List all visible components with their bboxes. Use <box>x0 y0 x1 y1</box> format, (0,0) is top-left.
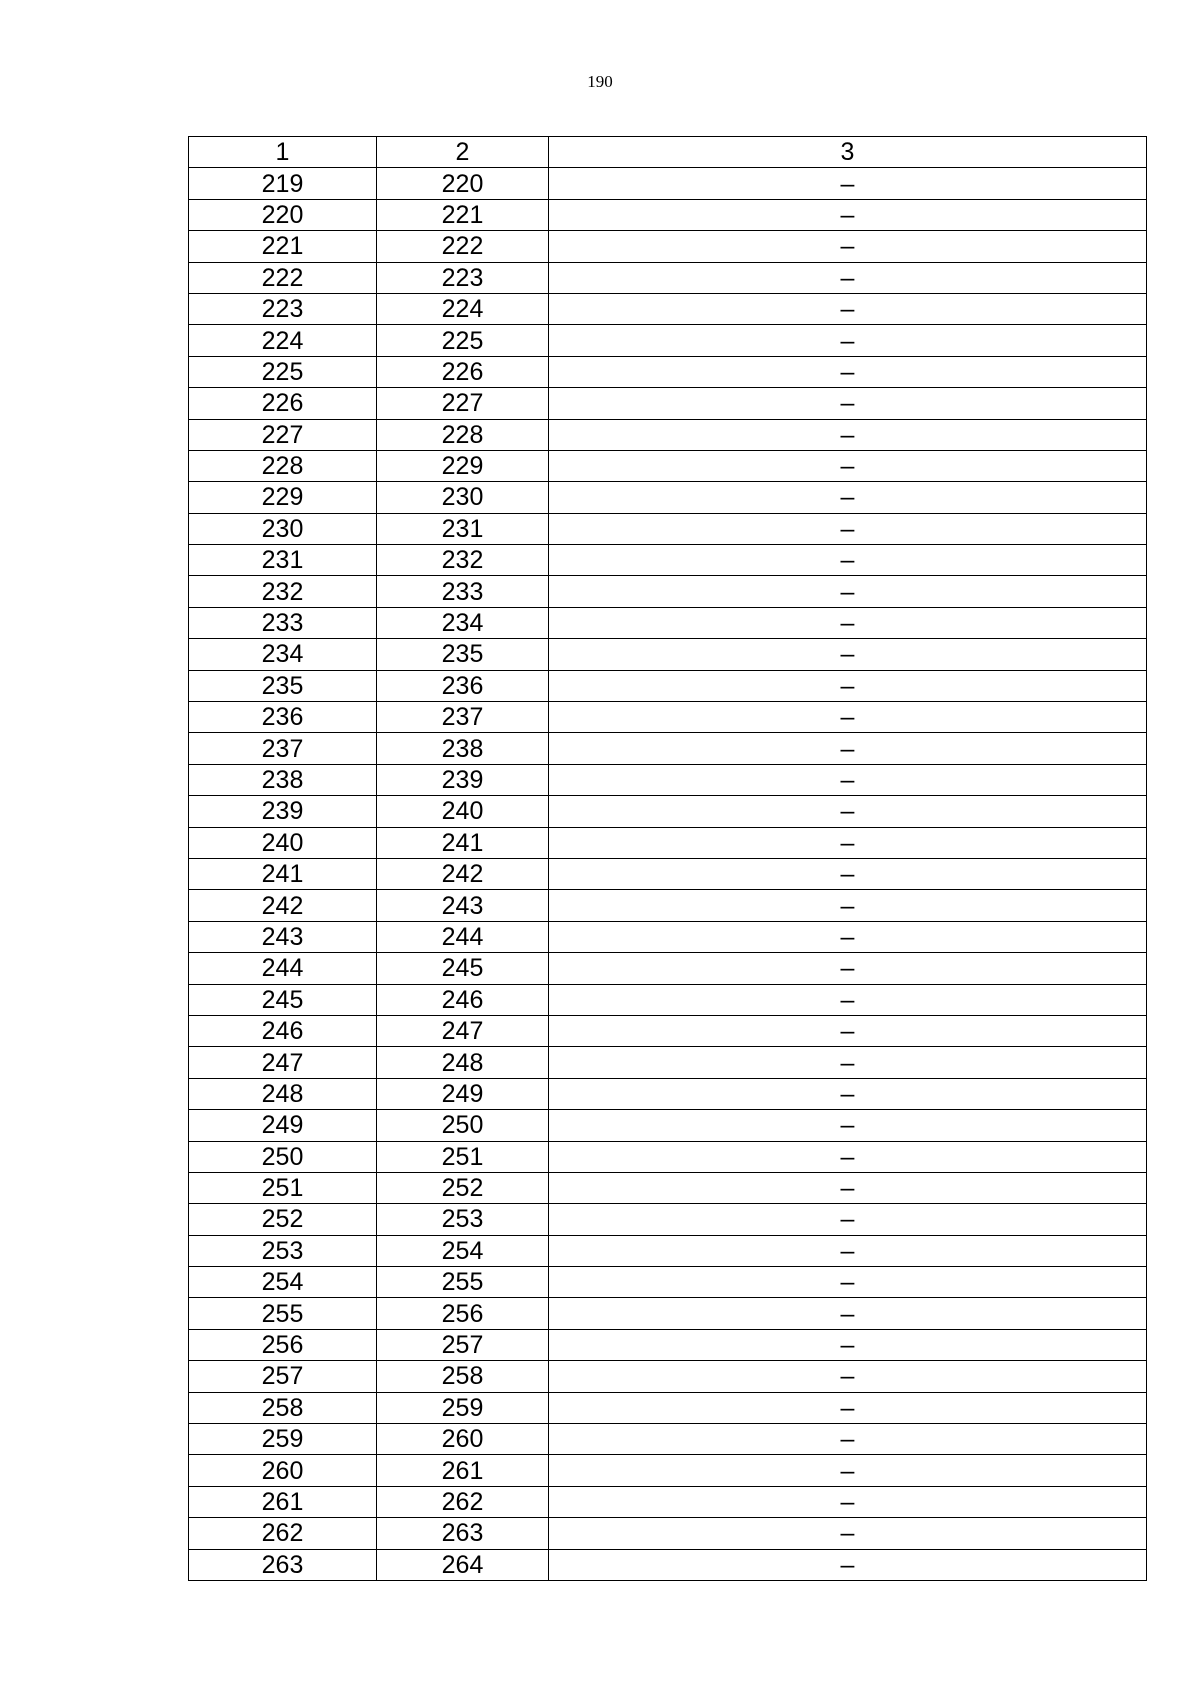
table-cell-col-1: 257 <box>189 1361 377 1392</box>
table-row <box>189 545 1147 576</box>
table-row <box>189 953 1147 984</box>
table-cell-col-2: 238 <box>377 733 549 764</box>
table-cell-col-2: 249 <box>377 1078 549 1109</box>
table-cell-col-3: – <box>549 858 1147 889</box>
table-row <box>189 1172 1147 1203</box>
table-cell-col-1: 225 <box>189 356 377 387</box>
header-cell-3: 3 <box>549 137 1147 168</box>
table-cell-col-1: 249 <box>189 1110 377 1141</box>
table-cell-col-2: 241 <box>377 827 549 858</box>
table-cell-col-2: 247 <box>377 1015 549 1046</box>
table-cell-col-2: 221 <box>377 199 549 230</box>
table-row <box>189 890 1147 921</box>
table-cell-col-1: 254 <box>189 1267 377 1298</box>
table-cell-col-3: – <box>549 1392 1147 1423</box>
table-cell-col-3: – <box>549 733 1147 764</box>
table-cell-col-3: – <box>549 262 1147 293</box>
table-cell-col-1: 248 <box>189 1078 377 1109</box>
table-cell-col-2: 248 <box>377 1047 549 1078</box>
table-cell-col-2: 227 <box>377 388 549 419</box>
table-row <box>189 1015 1147 1046</box>
table-cell-col-3: – <box>549 1172 1147 1203</box>
table-row <box>189 450 1147 481</box>
table-cell-col-1: 263 <box>189 1549 377 1580</box>
table-cell-col-2: 222 <box>377 231 549 262</box>
table-cell-col-1: 220 <box>189 199 377 230</box>
table-cell-col-2: 253 <box>377 1204 549 1235</box>
table-cell-col-2: 240 <box>377 796 549 827</box>
table-cell-col-3: – <box>549 1235 1147 1266</box>
table-cell-col-2: 239 <box>377 764 549 795</box>
table-row <box>189 293 1147 324</box>
table-cell-col-3: – <box>549 231 1147 262</box>
table-cell-col-3: – <box>549 513 1147 544</box>
table-row <box>189 827 1147 858</box>
table-row <box>189 607 1147 638</box>
table-cell-col-3: – <box>549 482 1147 513</box>
table-cell-col-2: 244 <box>377 921 549 952</box>
table-cell-col-2: 246 <box>377 984 549 1015</box>
table-cell-col-3: – <box>549 1141 1147 1172</box>
table-cell-col-1: 241 <box>189 858 377 889</box>
table-cell-col-1: 247 <box>189 1047 377 1078</box>
table-cell-col-2: 262 <box>377 1486 549 1517</box>
table-row <box>189 1235 1147 1266</box>
table-cell-col-2: 258 <box>377 1361 549 1392</box>
table-row <box>189 356 1147 387</box>
table-cell-col-3: – <box>549 1204 1147 1235</box>
table-cell-col-3: – <box>549 168 1147 199</box>
table-cell-col-3: – <box>549 607 1147 638</box>
table-cell-col-1: 258 <box>189 1392 377 1423</box>
table-header <box>189 137 1147 168</box>
table-row <box>189 1267 1147 1298</box>
table-cell-col-2: 231 <box>377 513 549 544</box>
table-cell-col-1: 259 <box>189 1424 377 1455</box>
table-row <box>189 419 1147 450</box>
table-cell-col-3: – <box>549 984 1147 1015</box>
table-cell-col-1: 226 <box>189 388 377 419</box>
table-cell-col-1: 260 <box>189 1455 377 1486</box>
table-cell-col-3: – <box>549 1361 1147 1392</box>
header-cell-1: 1 <box>189 137 377 168</box>
table-body <box>189 168 1147 1581</box>
table-cell-col-3: – <box>549 293 1147 324</box>
table-row <box>189 513 1147 544</box>
table-cell-col-1: 221 <box>189 231 377 262</box>
table-cell-col-2: 256 <box>377 1298 549 1329</box>
table-cell-col-3: – <box>549 764 1147 795</box>
table-cell-col-3: – <box>549 1455 1147 1486</box>
table-cell-col-3: – <box>549 827 1147 858</box>
table-cell-col-2: 228 <box>377 419 549 450</box>
table-row <box>189 1141 1147 1172</box>
table-cell-col-2: 263 <box>377 1518 549 1549</box>
table-cell-col-3: – <box>549 1549 1147 1580</box>
table-row <box>189 1110 1147 1141</box>
table-cell-col-2: 255 <box>377 1267 549 1298</box>
table-cell-col-2: 225 <box>377 325 549 356</box>
table-cell-col-3: – <box>549 419 1147 450</box>
table-row <box>189 1298 1147 1329</box>
table-cell-col-2: 230 <box>377 482 549 513</box>
header-cell-2: 2 <box>377 137 549 168</box>
table-cell-col-2: 223 <box>377 262 549 293</box>
table-cell-col-1: 250 <box>189 1141 377 1172</box>
table-cell-col-2: 234 <box>377 607 549 638</box>
table-cell-col-1: 240 <box>189 827 377 858</box>
table-cell-col-1: 262 <box>189 1518 377 1549</box>
table-cell-col-3: – <box>549 953 1147 984</box>
table-cell-col-1: 229 <box>189 482 377 513</box>
table-cell-col-3: – <box>549 545 1147 576</box>
table-cell-col-3: – <box>549 1329 1147 1360</box>
table-cell-col-3: – <box>549 1424 1147 1455</box>
table-row <box>189 1455 1147 1486</box>
table-cell-col-1: 236 <box>189 702 377 733</box>
table-cell-col-1: 219 <box>189 168 377 199</box>
table-row <box>189 702 1147 733</box>
table-row <box>189 1518 1147 1549</box>
table-cell-col-3: – <box>549 325 1147 356</box>
table-cell-col-1: 251 <box>189 1172 377 1203</box>
table-row <box>189 482 1147 513</box>
table-row <box>189 921 1147 952</box>
table-cell-col-1: 246 <box>189 1015 377 1046</box>
table-row <box>189 858 1147 889</box>
table-row <box>189 1047 1147 1078</box>
table-cell-col-2: 254 <box>377 1235 549 1266</box>
table-cell-col-1: 252 <box>189 1204 377 1235</box>
table-row <box>189 1424 1147 1455</box>
table-cell-col-3: – <box>549 199 1147 230</box>
table-cell-col-2: 243 <box>377 890 549 921</box>
table-cell-col-2: 261 <box>377 1455 549 1486</box>
table-cell-col-1: 243 <box>189 921 377 952</box>
table-cell-col-1: 227 <box>189 419 377 450</box>
table-row <box>189 1204 1147 1235</box>
table-cell-col-2: 260 <box>377 1424 549 1455</box>
table-row <box>189 1549 1147 1580</box>
table-cell-col-3: – <box>549 1267 1147 1298</box>
table-cell-col-3: – <box>549 1015 1147 1046</box>
table-row <box>189 199 1147 230</box>
table-cell-col-2: 245 <box>377 953 549 984</box>
table-cell-col-3: – <box>549 356 1147 387</box>
table-row <box>189 764 1147 795</box>
table-row <box>189 639 1147 670</box>
table-row <box>189 733 1147 764</box>
table-cell-col-3: – <box>549 1486 1147 1517</box>
table-cell-col-3: – <box>549 1298 1147 1329</box>
table-cell-col-1: 223 <box>189 293 377 324</box>
table-cell-col-2: 257 <box>377 1329 549 1360</box>
table-row <box>189 1078 1147 1109</box>
table-row <box>189 796 1147 827</box>
table-cell-col-3: – <box>549 670 1147 701</box>
table-cell-col-2: 232 <box>377 545 549 576</box>
table-row <box>189 670 1147 701</box>
table-row <box>189 231 1147 262</box>
table-cell-col-2: 251 <box>377 1141 549 1172</box>
table-cell-col-1: 239 <box>189 796 377 827</box>
table-cell-col-3: – <box>549 576 1147 607</box>
page-number: 190 <box>587 72 613 91</box>
table-cell-col-1: 238 <box>189 764 377 795</box>
table-cell-col-1: 245 <box>189 984 377 1015</box>
table-cell-col-3: – <box>549 1110 1147 1141</box>
table-cell-col-1: 234 <box>189 639 377 670</box>
table-cell-col-2: 236 <box>377 670 549 701</box>
header-row <box>189 137 1147 168</box>
table-cell-col-1: 244 <box>189 953 377 984</box>
table-cell-col-1: 256 <box>189 1329 377 1360</box>
table-row <box>189 1361 1147 1392</box>
table-cell-col-1: 255 <box>189 1298 377 1329</box>
table-cell-col-3: – <box>549 1078 1147 1109</box>
table-cell-col-1: 242 <box>189 890 377 921</box>
table-row <box>189 1486 1147 1517</box>
table-cell-col-3: – <box>549 388 1147 419</box>
table-row <box>189 262 1147 293</box>
table-cell-col-1: 224 <box>189 325 377 356</box>
table-row <box>189 325 1147 356</box>
table-cell-col-2: 220 <box>377 168 549 199</box>
table-cell-col-3: – <box>549 450 1147 481</box>
table-cell-col-2: 233 <box>377 576 549 607</box>
table-cell-col-3: – <box>549 796 1147 827</box>
table-row <box>189 576 1147 607</box>
table-cell-col-3: – <box>549 702 1147 733</box>
table-row <box>189 168 1147 199</box>
table-cell-col-2: 224 <box>377 293 549 324</box>
table-cell-col-3: – <box>549 639 1147 670</box>
table-cell-col-2: 237 <box>377 702 549 733</box>
table-cell-col-2: 252 <box>377 1172 549 1203</box>
table-cell-col-1: 253 <box>189 1235 377 1266</box>
table-cell-col-1: 261 <box>189 1486 377 1517</box>
table-cell-col-1: 231 <box>189 545 377 576</box>
table-cell-col-2: 264 <box>377 1549 549 1580</box>
data-table <box>188 136 1147 1581</box>
table-cell-col-1: 232 <box>189 576 377 607</box>
table-cell-col-2: 229 <box>377 450 549 481</box>
table-cell-col-1: 237 <box>189 733 377 764</box>
table-cell-col-1: 228 <box>189 450 377 481</box>
table-row <box>189 1329 1147 1360</box>
table-cell-col-2: 242 <box>377 858 549 889</box>
table-cell-col-2: 259 <box>377 1392 549 1423</box>
table-cell-col-1: 233 <box>189 607 377 638</box>
table-cell-col-1: 230 <box>189 513 377 544</box>
table-cell-col-3: – <box>549 1047 1147 1078</box>
table-cell-col-3: – <box>549 1518 1147 1549</box>
table-row <box>189 1392 1147 1423</box>
table-cell-col-2: 250 <box>377 1110 549 1141</box>
table-row <box>189 388 1147 419</box>
table-row <box>189 984 1147 1015</box>
table-cell-col-3: – <box>549 921 1147 952</box>
table-cell-col-2: 226 <box>377 356 549 387</box>
table-cell-col-1: 222 <box>189 262 377 293</box>
table-cell-col-3: – <box>549 890 1147 921</box>
table-cell-col-2: 235 <box>377 639 549 670</box>
table-cell-col-1: 235 <box>189 670 377 701</box>
